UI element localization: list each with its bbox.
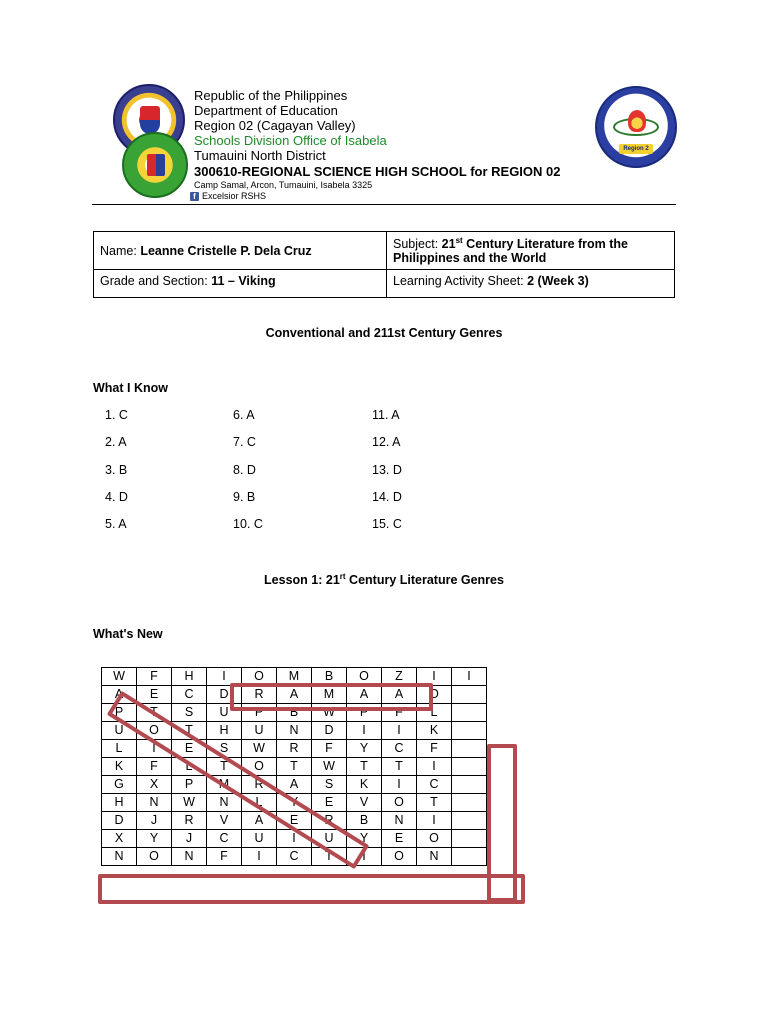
grid-cell: U [207,704,242,722]
what-i-know-heading: What I Know [93,381,168,395]
grid-cell: N [417,848,452,866]
grid-cell: A [102,686,137,704]
student-info-table [93,231,675,298]
grid-cell: N [102,848,137,866]
grid-cell: T [172,722,207,740]
answer-item: 9. B [233,490,256,504]
grid-cell: F [382,704,417,722]
grid-cell: E [137,686,172,704]
schools-division-seal [122,132,188,198]
subject-label: Subject: [393,237,439,252]
grid-cell: I [452,668,487,686]
grid-cell: U [242,830,277,848]
grid-cell: V [207,812,242,830]
grid-cell: U [312,830,347,848]
las-label: Learning Activity Sheet: [393,274,524,289]
grade-value: 11 – Viking [211,274,276,289]
grid-cell: P [347,704,382,722]
grid-cell: C [382,740,417,758]
grid-cell: C [207,830,242,848]
answer-item: 6. A [233,408,255,422]
grid-cell: T [207,758,242,776]
grid-cell [452,704,487,722]
grid-cell: W [312,758,347,776]
grid-cell: K [102,758,137,776]
grid-cell: R [172,812,207,830]
grid-cell: T [417,794,452,812]
header-line-division: Schools Division Office of Isabela [194,133,387,148]
grid-cell: W [172,794,207,812]
grid-cell [452,794,487,812]
grid-cell: I [382,722,417,740]
grid-cell: O [382,794,417,812]
grid-cell: H [207,722,242,740]
grid-cell: A [277,686,312,704]
grid-cell: S [172,704,207,722]
grid-cell: O [382,848,417,866]
grid-cell: P [242,704,277,722]
answer-item: 8. D [233,463,256,477]
grid-cell: L [102,740,137,758]
grid-cell: I [417,812,452,830]
grid-cell: A [382,686,417,704]
grid-cell: V [347,794,382,812]
grid-cell: I [382,776,417,794]
subject-value: Century Literature from the Philippines and the World [393,237,629,266]
las-value: 2 (Week 3) [527,274,589,289]
grid-cell: A [242,812,277,830]
grid-cell: D [102,812,137,830]
grid-cell: I [417,668,452,686]
answer-item: 7. C [233,435,256,449]
grid-cell: F [417,740,452,758]
facebook-page-name: Excelsior RSHS [202,191,267,201]
grid-cell [452,686,487,704]
grid-cell: I [347,848,382,866]
grid-cell: Y [347,830,382,848]
grid-cell: R [242,776,277,794]
answer-item: 11. A [372,408,400,422]
lesson-title-prefix: Lesson 1: 21 [264,573,340,588]
grid-cell: E [277,812,312,830]
grid-row [102,848,487,866]
grid-cell: O [137,722,172,740]
grid-row [102,776,487,794]
grid-cell: C [417,776,452,794]
grid-cell: B [347,812,382,830]
grid-cell: F [312,740,347,758]
header-line-republic: Republic of the Philippines [194,88,348,103]
grid-cell: L [242,794,277,812]
grid-cell: W [312,704,347,722]
grid-cell: C [172,686,207,704]
grid-cell: R [312,812,347,830]
highlight-drama [230,683,433,711]
grid-cell: I [242,848,277,866]
grid-cell: T [347,758,382,776]
grid-cell: Y [347,740,382,758]
grid-cell: O [242,668,277,686]
grid-cell: H [172,668,207,686]
grid-cell: I [277,830,312,848]
grid-cell: J [137,812,172,830]
header-line-deped: Department of Education [194,103,338,118]
grid-cell: K [417,722,452,740]
grid-cell: X [137,776,172,794]
lesson-title [0,572,768,587]
grid-cell: T [277,758,312,776]
grid-cell: T [382,758,417,776]
grid-row [102,758,487,776]
grid-cell: I [417,758,452,776]
grid-cell: W [102,668,137,686]
grid-cell: J [172,830,207,848]
grid-cell: B [312,668,347,686]
grid-cell: O [347,668,382,686]
grid-cell: C [277,848,312,866]
answer-item: 2. A [105,435,127,449]
header-line-district: Tumauini North District [194,148,326,163]
school-name: 300610-REGIONAL SCIENCE HIGH SCHOOL for REGION 02 [194,164,561,179]
answer-item: 5. A [105,517,127,531]
grid-cell: W [242,740,277,758]
grid-cell: X [102,830,137,848]
grid-cell: L [417,704,452,722]
grid-cell [452,812,487,830]
answer-item: 14. D [372,490,402,504]
grid-cell: N [172,848,207,866]
grid-cell: O [417,686,452,704]
answer-item: 12. A [372,435,401,449]
grid-cell: M [312,686,347,704]
grid-cell: H [102,794,137,812]
grid-cell: N [137,794,172,812]
subject-cell [387,232,675,270]
grid-cell: U [102,722,137,740]
grid-cell: O [417,830,452,848]
grade-cell [94,270,387,298]
grid-cell: I [207,668,242,686]
answer-item: 4. D [105,490,128,504]
answer-item: 15. C [372,517,402,531]
grid-cell: U [242,722,277,740]
grid-cell: F [207,848,242,866]
grid-cell: S [312,776,347,794]
grid-cell [452,776,487,794]
grid-cell: B [277,704,312,722]
grid-cell: L [172,758,207,776]
grid-cell: R [277,740,312,758]
header-divider [92,204,676,205]
grid-cell: T [312,848,347,866]
facebook-icon: f [190,192,199,201]
grid-cell: P [172,776,207,794]
grade-label: Grade and Section: [100,274,208,289]
subject-number: 21 [441,237,456,252]
grid-cell: D [207,686,242,704]
grid-cell: N [207,794,242,812]
grid-cell: Y [277,794,312,812]
page-title: Conventional and 211st Century Genres [265,326,503,340]
lesson-title-ordinal: rt [339,572,346,581]
lesson-title-rest: Century Literature Genres [345,573,504,588]
answer-item: 1. C [105,408,128,422]
grid-cell: D [312,722,347,740]
grid-cell: O [242,758,277,776]
grid-cell: E [382,830,417,848]
header-line-region: Region 02 (Cagayan Valley) [194,118,356,133]
grid-cell: T [137,704,172,722]
student-name: Leanne Cristelle P. Dela Cruz [140,243,312,258]
grid-cell: A [277,776,312,794]
grid-cell: N [382,812,417,830]
rshs-seal [595,86,677,168]
grid-cell: Y [137,830,172,848]
answer-item: 3. B [105,463,128,477]
grid-cell [452,830,487,848]
grid-cell: I [137,740,172,758]
school-address: Camp Samal, Arcon, Tumauini, Isabela 3325 [194,180,373,190]
grid-cell: S [207,740,242,758]
grid-cell: A [347,686,382,704]
name-label: Name: [100,243,137,258]
grid-cell [452,848,487,866]
grid-cell [452,758,487,776]
grid-cell: E [312,794,347,812]
grid-cell: O [137,848,172,866]
grid-cell: P [102,704,137,722]
grid-cell: N [277,722,312,740]
grid-cell: G [102,776,137,794]
name-cell [94,232,387,270]
grid-cell: M [207,776,242,794]
rshs-seal-region-label: Region 2 [619,144,653,154]
grid-cell: Z [382,668,417,686]
grid-row [102,830,487,848]
grid-cell: R [242,686,277,704]
whats-new-heading: What's New [93,627,163,641]
grid-cell: F [137,668,172,686]
highlight-fiction [487,744,517,902]
grid-cell [452,722,487,740]
answer-item: 10. C [233,517,263,531]
highlight-nonfiction [98,874,525,904]
grid-cell [452,740,487,758]
grid-cell: F [137,758,172,776]
grid-cell: E [172,740,207,758]
grid-cell: M [277,668,312,686]
answer-item: 13. D [372,463,402,477]
subject-ordinal: st [455,236,463,245]
las-cell [387,270,675,298]
grid-cell: I [347,722,382,740]
grid-cell: K [347,776,382,794]
